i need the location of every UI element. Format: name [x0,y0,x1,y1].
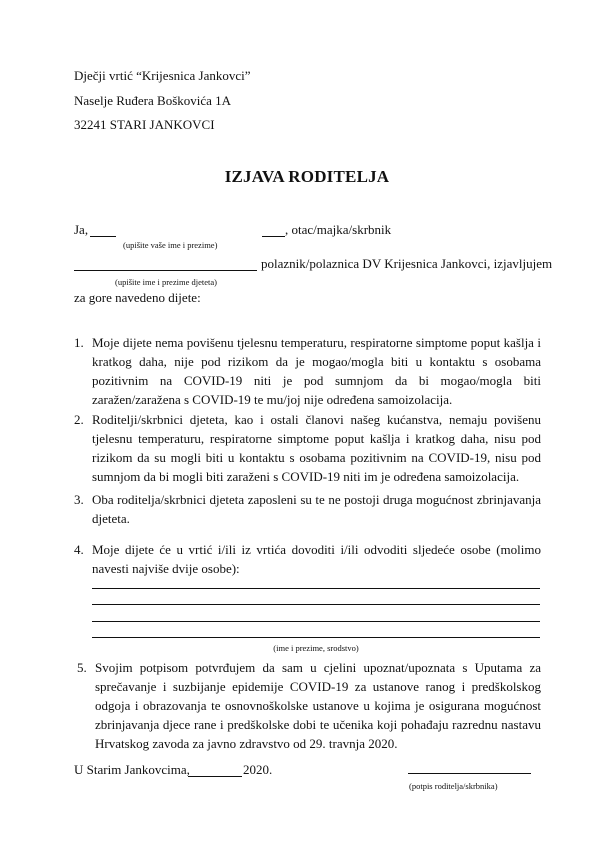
parent-role-text: , otac/majka/skrbnik [285,222,392,237]
child-attendance-text: polaznik/polaznica DV Krijesnica Jankovci, izjavljujem [261,256,553,271]
item-5-text: Svojim potpisom potvrđujem da sam u cjelini upoznat/upoznata s Uputama za sprečavanje i suzbijanje epidemije COVID-19 za ustanove ranog i predškolskog odgoja i obrazovanja te osnovnoškolske ustanove u kojima je osigurana mogućnost zbrinjavanja djece rane i predškolske dobi te učenika koji pohađaju razrednu nastavu Hrvatskog zavoda za javno zdravstvo od 29. travnja 2020. [95,660,541,751]
item-1-text: Moje dijete nema povišenu tjelesnu temperaturu, respiratorne simptome poput kašlja i kratkog daha, nije pod rizikom da je mogao/mogla biti u kontaktu s osobama pozitivnim na COVID-19 niti je pod sumnjom da bi mogao/mogla biti zaražen/zaražena s COVID-19 te mu/joj nije određena samoizolacija. [92,335,541,407]
persons-hint: (ime i prezime, srodstvo) [273,643,359,653]
year-suffix: 2020. [243,762,273,777]
institution-name: Dječji vrtić “Krijesnica Jankovci” [74,68,251,83]
child-name-hint: (upišite ime i prezime djeteta) [115,277,217,287]
parent-name-field-end[interactable] [262,222,285,237]
person-line-3[interactable] [92,607,540,622]
date-field[interactable] [188,762,242,777]
institution-address: Naselje Ruđera Boškovića 1A [74,93,232,108]
ja-label: Ja, [74,222,89,237]
person-line-1[interactable] [92,574,540,589]
signature-field[interactable] [408,759,531,774]
item-1-number: 1. [74,335,84,350]
item-4-number: 4. [74,542,84,557]
parent-name-hint: (upišite vaše ime i prezime) [123,240,218,250]
person-line-2[interactable] [92,590,540,605]
for-child-text: za gore navedeno dijete: [74,290,201,305]
item-3-number: 3. [74,492,84,507]
page-title: IZJAVA RODITELJA [224,167,390,186]
child-name-field[interactable] [74,256,257,271]
item-5-number: 5. [77,660,87,675]
parent-name-field-start[interactable] [90,222,116,237]
item-4-text: Moje dijete će u vrtić i/ili iz vrtića dovoditi i/ili odvoditi sljedeće osobe (molimo navesti najviše dvije osobe): [92,542,541,576]
place-label: U Starim Jankovcima, [74,762,190,777]
person-line-4[interactable] [92,623,540,638]
signature-hint: (potpis roditelja/skrbnika) [409,781,498,791]
institution-city: 32241 STARI JANKOVCI [74,117,215,132]
item-2-text: Roditelji/skrbnici djeteta, kao i ostali članovi našeg kućanstva, nemaju povišenu tjelesnu temperaturu, respiratorne simptome poput kašlja i kratkog daha, nisu pod rizikom da su mogli biti u kontaktu s osobama pozitivnim na COVID-19, nisu pod sumnjom da bi mogli biti zaraženi s COVID-19 niti im je određena samoizolacija. [92,412,541,484]
item-2-number: 2. [74,412,84,427]
item-3-text: Oba roditelja/skrbnici djeteta zaposleni su te ne postoji druga mogućnost zbrinjavanja djeteta. [92,492,541,526]
